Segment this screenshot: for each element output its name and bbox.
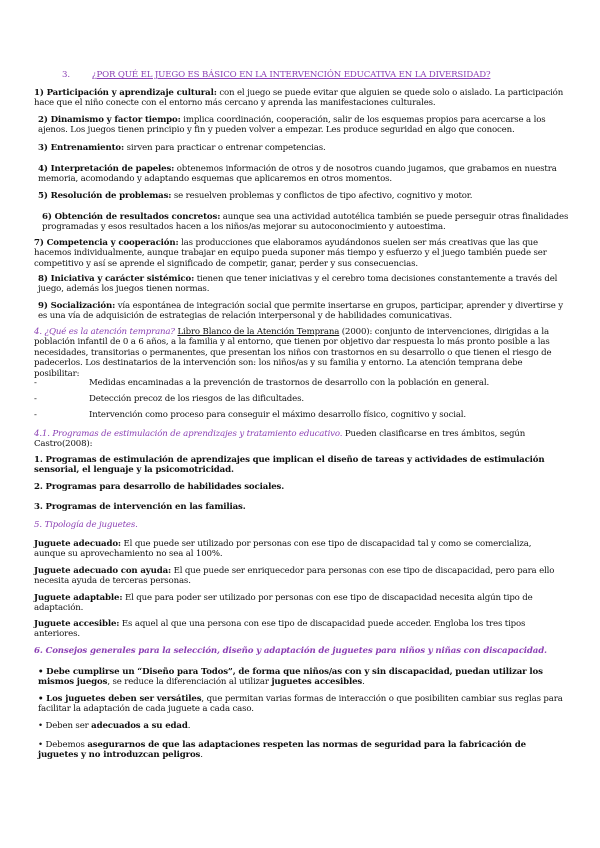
item-label: 5) Resolución de problemas: xyxy=(38,191,172,201)
toy-type-3 xyxy=(34,593,564,614)
item-2 xyxy=(38,115,568,136)
toy-type-2 xyxy=(34,566,564,587)
advice-bold: • Los juguetes deben ser versátiles xyxy=(38,694,202,704)
section-number: 3. xyxy=(62,70,70,80)
item-text: las producciones que elaboramos ayudándonos suelen ser más creativas que las que hacemos individualmente, aunque trabajar en equipo pueda suponer más tiempo y esfuerzo y el juego también puede ser competitivo y así se aprende el significado de competir, ganar, perder y sus consecuencias. xyxy=(34,238,547,269)
toy-type-4 xyxy=(34,619,564,640)
item-text: aunque sea una actividad autotélica también se puede perseguir otras finalidades programadas y esos resultados hacen a los niños/as mejorar su autoconocimiento y autoestima. xyxy=(42,212,569,233)
advice-end: . xyxy=(362,677,365,688)
item-6 xyxy=(42,212,572,233)
item-text: se resuelven problemas y conflictos de tipo afectivo, cognitivo y motor. xyxy=(171,191,473,201)
advice-text: • Deben ser xyxy=(38,721,92,731)
advice-3 xyxy=(38,721,568,731)
item-label: 9) Socialización: xyxy=(38,301,116,311)
advice-end: . xyxy=(187,721,191,731)
advice-bold: adecuados a su edad xyxy=(91,721,188,731)
program-2: 2. Programas para desarrollo de habilidades sociales. xyxy=(34,482,285,492)
list-text: Detección precoz de los riesgos de las dificultades. xyxy=(89,394,304,404)
section-4-paragraph xyxy=(34,327,564,379)
item-label: 8) Iniciativa y carácter sistémico: xyxy=(38,274,195,284)
advice-text: • Debemos xyxy=(38,740,88,750)
section-6-heading: 6. Consejos generales para la selección, diseño y adaptación de juguetes para niños y niñas con discapacidad. xyxy=(34,646,547,656)
item-5 xyxy=(38,191,568,201)
item-text: tienen que tener iniciativas y el cerebro toma decisiones constantemente a través del juego, además los juegos tienen normas. xyxy=(38,274,558,295)
item-text: sirven para practicar o entrenar competencias. xyxy=(124,143,326,153)
item-4 xyxy=(38,164,568,185)
advice-bold: • Debe cumplirse un “Diseño para Todos”, de forma que niños/as con y sin discapacidad, puedan utilizar los mismos juegos xyxy=(38,667,543,688)
list-dash: - xyxy=(34,394,37,404)
list-text: Medidas encaminadas a la prevención de trastornos de desarrollo con la población en general. xyxy=(89,378,490,388)
section-4-text: (2000): conjunto de intervenciones, dirigidas a la población infantil de 0 a 6 años, a la familia y al entorno, que tienen por objetivo dar respuesta lo más pronto posible a las necesidades, transitorias o permanentes, que presentan los niños con trastornos en su desarrollo o que tienen el riesgo de padecerlos. Los destinatarios de la intervención son: los niños/as y su familia y entorno. La atención temprana debe posibilitar: xyxy=(34,327,552,379)
advice-text: , que permitan varias formas de interacción o que posibiliten cambiar sus reglas para facilitar la adaptación de cada juguete a cada caso. xyxy=(38,694,563,715)
advice-2 xyxy=(38,694,568,715)
toy-text: El que puede ser utilizado por personas con ese tipo de discapacidad tal y como se comercializa, aunque su aprovechamiento no sea al 100%. xyxy=(34,539,532,560)
item-8 xyxy=(38,274,568,295)
item-9 xyxy=(38,301,568,322)
advice-bold: asegurarnos de que las adaptaciones respeten las normas de seguridad para la fabricación de juguetes y no introduzcan peligros xyxy=(38,740,526,761)
program-1: 1. Programas de estimulación de aprendizajes que implican el diseño de tareas y actividades de estimulación sensorial, el lenguaje y la psicomotricidad. xyxy=(34,455,545,476)
section-4-1-heading: 4.1. Programas de estimulación de aprendizajes y tratamiento educativo. xyxy=(34,429,343,439)
item-1 xyxy=(34,88,564,109)
toy-type-1 xyxy=(34,539,564,560)
list-dash: - xyxy=(34,410,37,420)
item-label: 7) Competencia y cooperación: xyxy=(34,238,179,248)
item-text: vía espontánea de integración social que permite insertarse en grupos, participar, aprender y divertirse y es una vía de adquisición de estrategias de relación interpersonal y de habilidades comunicativas. xyxy=(38,301,564,322)
section-title: ¿POR QUÉ EL JUEGO ES BÁSICO EN LA INTERVENCIÓN EDUCATIVA EN LA DIVERSIDAD? xyxy=(92,70,491,80)
advice-4 xyxy=(38,740,568,761)
section-5-heading: 5. Tipología de juguetes. xyxy=(34,520,138,530)
item-3 xyxy=(38,143,568,153)
toy-label: Juguete adaptable: xyxy=(34,593,123,603)
advice-end: . xyxy=(200,750,203,761)
toy-label: Juguete adecuado con ayuda: xyxy=(34,566,172,576)
advice-text: , se reduce la diferenciación al utilizar xyxy=(107,677,272,688)
section-4-1-text: Pueden clasificarse en tres ámbitos, según Castro(2008): xyxy=(34,429,526,450)
section-4-heading: 4. ¿Qué es la atención temprana? xyxy=(34,327,175,337)
advice-bold-2: juguetes accesibles xyxy=(271,677,363,688)
item-label: 1) Participación y aprendizaje cultural: xyxy=(34,88,217,98)
toy-label: Juguete accesible: xyxy=(34,619,120,629)
section-4-1-paragraph xyxy=(34,429,564,450)
toy-text: El que para poder ser utilizado por personas con ese tipo de discapacidad necesita algún tipo de adaptación. xyxy=(34,593,533,614)
item-text: obtenemos información de otros y de nosotros cuando jugamos, que grabamos en nuestra memoria, acomodando y adaptando esquemas que aplicaremos en otros momentos. xyxy=(38,164,557,185)
toy-label: Juguete adecuado: xyxy=(34,539,121,549)
item-label: 4) Interpretación de papeles: xyxy=(38,164,175,174)
item-7 xyxy=(34,238,564,269)
item-label: 3) Entrenamiento: xyxy=(38,143,125,153)
list-dash: - xyxy=(34,378,37,388)
toy-text: El que puede ser enriquecedor para personas con ese tipo de discapacidad, pero para ello necesita ayuda de terceras personas. xyxy=(34,566,555,587)
source-link[interactable]: Libro Blanco de la Atención Temprana xyxy=(177,327,340,337)
item-text: con el juego se puede evitar que alguien se quede solo o aislado. La participación hace que el niño conecte con el entorno más cercano y aprenda las manifestaciones culturales. xyxy=(34,88,564,109)
item-label: 6) Obtención de resultados concretos: xyxy=(42,212,221,222)
advice-1 xyxy=(38,667,568,688)
program-3: 3. Programas de intervención en las familias. xyxy=(34,502,246,512)
list-text: Intervención como proceso para conseguir el máximo desarrollo físico, cognitivo y social. xyxy=(89,410,466,420)
toy-text: Es aquel al que una persona con ese tipo de discapacidad puede acceder. Engloba los tres tipos anteriores. xyxy=(34,619,526,640)
item-label: 2) Dinamismo y factor tiempo: xyxy=(38,115,181,125)
item-text: implica coordinación, cooperación, salir de los esquemas propios para acercarse a los ajenos. Los juegos tienen principio y fin y pueden volver a empezar. Les produce seguridad en algo que conocen. xyxy=(38,115,546,136)
